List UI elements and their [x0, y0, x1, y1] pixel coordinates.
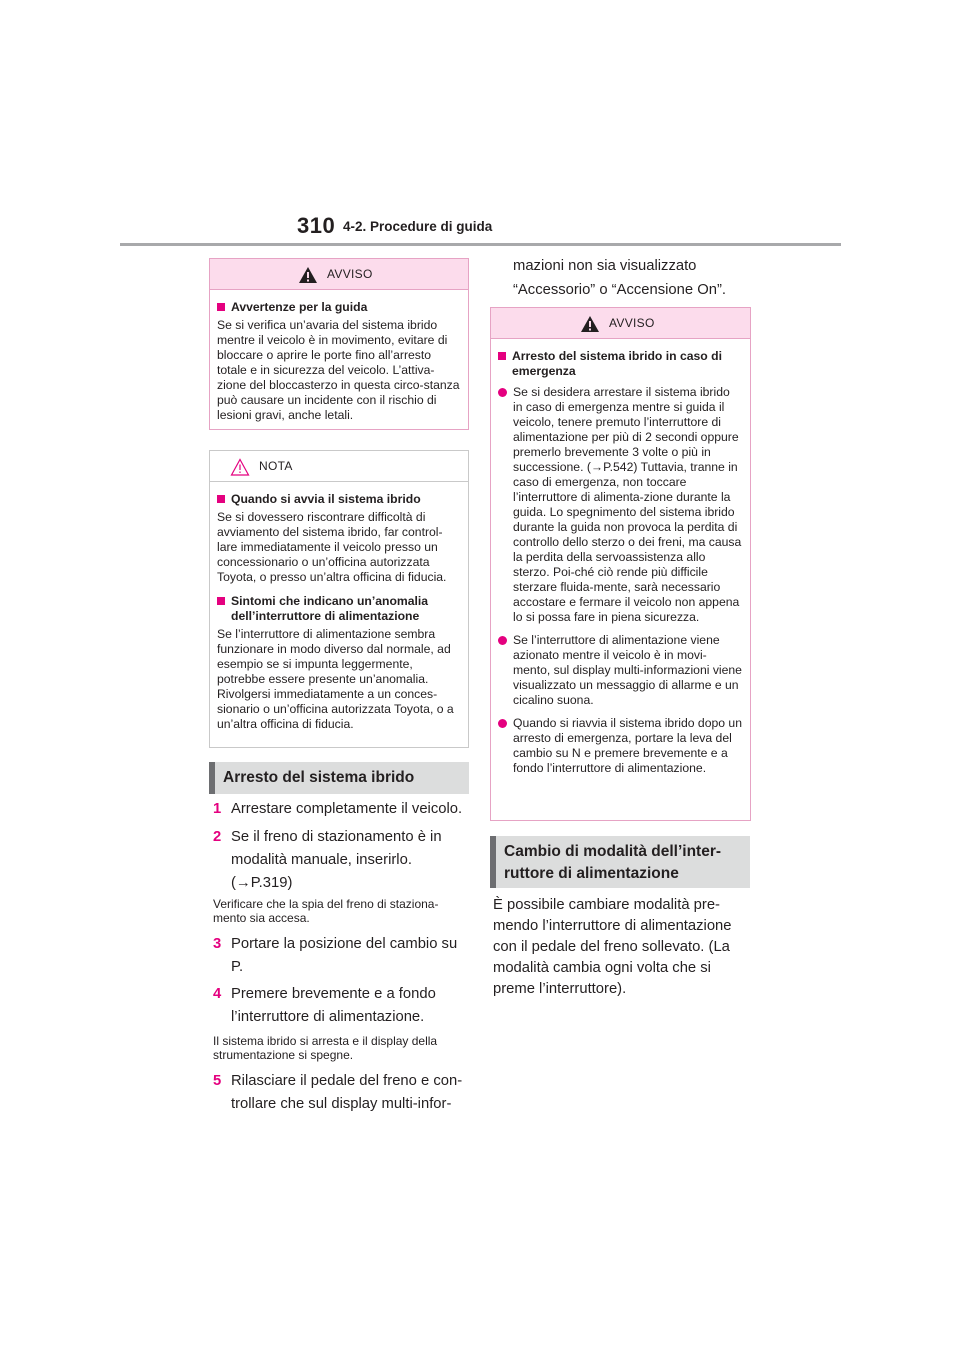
step: [213, 826, 453, 895]
step-continuation: mazioni non sia visualizzato “Accessorio” o “Accensione On”.: [513, 258, 726, 298]
page-number: 310: [297, 213, 336, 238]
warning-box: [490, 307, 751, 821]
caution-outline-icon: [230, 458, 250, 476]
step-note: Il sistema ibrido si arresta e il display della strumentazione si spegne.: [213, 1034, 438, 1062]
step-note: Verificare che la spia del freno di staziona-mento sia accesa.: [213, 897, 439, 925]
paragraph-cambio: È possibile cambiare modalità pre-mendo l’interruttore di alimentazione con il pedale del freno sollevato. (La modalità cambia ogni volta che si preme l’interruttore).: [493, 897, 732, 997]
warning-box: [209, 258, 469, 430]
step-number: 3: [213, 936, 222, 952]
step-text: Portare la posizione del cambio su P.: [231, 936, 458, 975]
square-bullet-icon: [217, 597, 225, 605]
note-item-text: Se l’interruttore di alimentazione sembra funzionare in modo diverso dal normale, ad esempio se si impunta leggermente, potrebbe essere presente un’anomalia. Rivolgersi immediatamente a un conces-sionario o un’officina autorizzata Toyota, o a un’altra officina di fiducia.: [217, 627, 454, 731]
section-title: 4-2. Procedure di guida: [343, 219, 493, 234]
step-text: Premere brevemente e a fondo l’interruttore di alimentazione.: [231, 986, 436, 1025]
note-box-header: [210, 451, 468, 482]
warning-box-header: [491, 308, 750, 339]
square-bullet-icon: [217, 495, 225, 503]
step-number: 2: [213, 829, 222, 845]
heading-text-line1: Cambio di modalità dell’inter-: [504, 843, 722, 860]
step-number: 4: [213, 986, 222, 1002]
header-divider: [120, 243, 841, 246]
heading-text-line2: ruttore di alimentazione: [504, 865, 679, 882]
warning-icon: [298, 266, 318, 284]
note-box: [209, 450, 469, 748]
note-item-title: Quando si avvia il sistema ibrido: [217, 492, 460, 507]
warning-item-title: Avvertenze per la guida: [217, 300, 460, 315]
note-item-title: Sintomi che indicano un’anomalia dell’interruttore di alimentazione: [217, 594, 460, 624]
bullet-item: Se si desidera arrestare il sistema ibrido in caso di emergenza mentre si guida il veicolo, tenere premuto l’interruttore di alimentazione per più di 2 secondi oppure premerlo brevemente 3 volte o più in successione. (→P.542) Tuttavia, tranne in caso di emergenza, non toccare l’interruttore di alimenta-zione durante la guida. Lo spegnimento del sistema ibrido durante la guida non provoca la perdita di controllo dello sterzo o dei freni, ma causa la perdita della servoassistenza allo sterzo. Poi-ché ciò rende più difficile sterzare fluida-mente, sarà necessario accostare e fermare il veicolo non appena lo si possa fare in piena sicurezza.: [498, 385, 742, 625]
step-text: Se il freno di stazionamento è in modalità manuale, inserirlo. (→P.319): [231, 829, 442, 891]
warning-icon: [580, 315, 600, 333]
step: [213, 798, 475, 821]
section-heading-cambio: [490, 836, 750, 888]
step-text: Rilasciare il pedale del freno e con-trollare che sul display multi-infor-: [231, 1073, 463, 1112]
warning-label: AVVISO: [609, 316, 655, 330]
square-bullet-icon: [498, 352, 506, 360]
warning-box-header: [210, 259, 468, 290]
square-bullet-icon: [217, 303, 225, 311]
round-bullet-icon: [498, 388, 507, 397]
section-heading-arresto: [209, 762, 469, 794]
bullet-item: Se l’interruttore di alimentazione viene azionato mentre il veicolo è in movi-mento, sul display multi-informazioni viene visualizzato un messaggio di allarme e un cicalino suona.: [498, 633, 742, 708]
note-item-text: Se si dovessero riscontrare difficoltà di avviamento del sistema ibrido, far control-lare immediatamente il veicolo presso un concessionario o un’officina autorizzata Toyota, o presso un’altra officina di fiducia.: [217, 510, 447, 584]
step: [213, 933, 468, 979]
note-label: NOTA: [259, 459, 293, 473]
step-number: 1: [213, 801, 222, 817]
step: [213, 983, 453, 1029]
warning-label: AVVISO: [327, 267, 373, 281]
heading-text: Arresto del sistema ibrido: [223, 769, 415, 786]
round-bullet-icon: [498, 719, 507, 728]
step: [213, 1070, 468, 1116]
warning-item-text: Se si verifica un’avaria del sistema ibrido mentre il veicolo è in movimento, evitare di bloccare o aprire le porte fino all’arresto totale e in sicurezza del veicolo. L’attiva-zione del bloccasterzo in questa circo-stanza può causare un incidente con il rischio di lesioni gravi, anche letali.: [217, 318, 460, 422]
bullet-item: Quando si riavvia il sistema ibrido dopo un arresto di emergenza, portare la leva del cambio su N e premere brevemente e a fondo l’interruttore di alimentazione.: [498, 716, 742, 776]
step-number: 5: [213, 1073, 222, 1089]
warning-item-title: Arresto del sistema ibrido in caso di emergenza: [498, 349, 742, 379]
step-text: Arrestare completamente il veicolo.: [231, 801, 463, 817]
round-bullet-icon: [498, 636, 507, 645]
